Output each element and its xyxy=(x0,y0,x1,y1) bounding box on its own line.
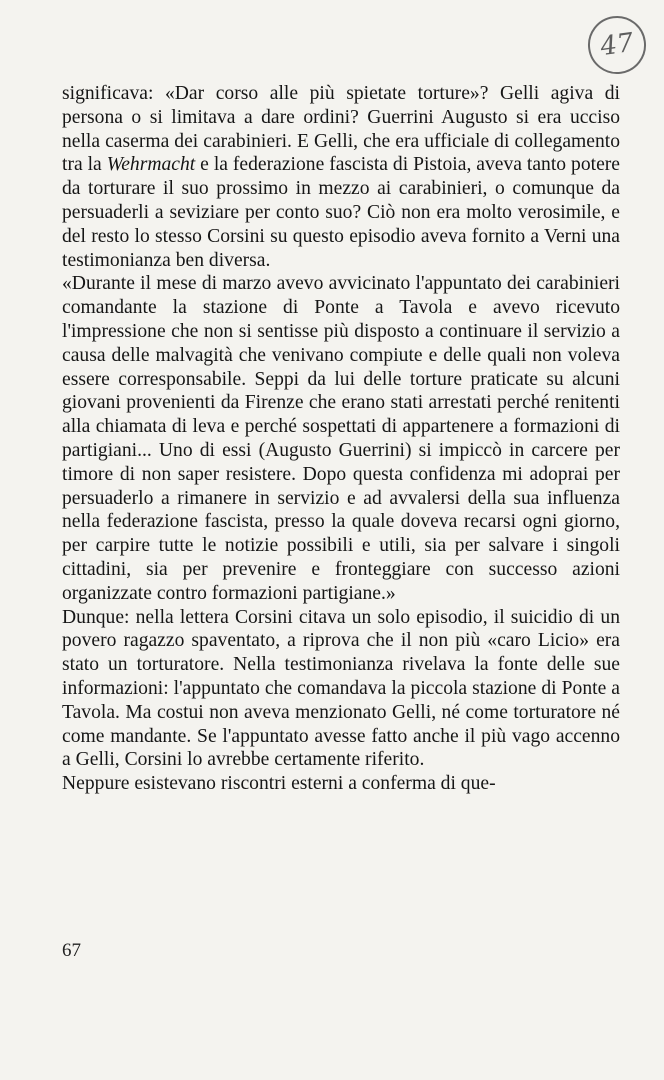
paragraph-1-end: e la federazione fascista di Pistoia, aveva tanto potere da torturare il suo prossimo in mezzo ai carabinieri, o comunque da persuaderli a seviziare per conto suo? Ciò non era molto verosimile, e del resto lo stesso Corsini su questo episodio aveva fornito a Verni una testimonianza ben diversa. xyxy=(62,154,620,271)
handwritten-page-mark: 47 xyxy=(584,12,650,78)
paragraph-4: Neppure esistevano riscontri esterni a conferma di que- xyxy=(62,773,496,795)
paragraph-1-start: significava: «Dar corso alle più spietate torture»? Gelli agiva di persona o si limitava a dare ordini? Guerrini Augusto si era ucciso nella caserma dei carabinieri. E Gelli, che era ufficiale di collegamento tra la xyxy=(62,83,620,176)
paragraph-2-quotation: «Durante il mese di marzo avevo avvicinato l'appuntato dei carabinieri comandante la stazione di Ponte a Tavola e avevo ricevuto l'impressione che non si sentisse più disposto a continuare il servizio a causa delle malvagità che venivano compiute e delle quali non voleva essere corresponsabile. Seppi da lui delle torture praticate su alcuni giovani provenienti da Firenze che erano stati arrestati perché renitenti alla chiamata di leva e perché sospettati di appartenere a formazioni di partigiani... Uno di essi (Augusto Guerrini) si impiccò in carcere per timore di non saper resistere. Dopo questa confidenza mi adoprai per persuaderlo a rimanere in servizio e ad avvalersi della sua influenza nella federazione fascista, presso la quale doveva recarsi ogni giorno, per carpire tutte le notizie possibili e utili, sia per salvare i singoli cittadini, sia per prevenire e fronteggiare con successo azioni organizzate contro formazioni partigiane.» xyxy=(62,273,620,604)
paragraph-1 xyxy=(62,82,620,272)
page-number: 67 xyxy=(62,940,81,961)
italic-term: Wehrmacht xyxy=(106,154,196,176)
body-text xyxy=(62,82,620,796)
paragraph-3: Dunque: nella lettera Corsini citava un solo episodio, il suicidio di un povero ragazzo spaventato, a riprova che il non più «caro Licio» era stato un torturatore. Nella testimonianza rivelava la fonte delle sue informazioni: l'appuntato che comandava la piccola stazione di Ponte a Tavola. Ma costui non aveva menzionato Gelli, né come torturatore né come mandante. Se l'appuntato avesse fatto anche il più vago accenno a Gelli, Corsini lo avrebbe certamente riferito. xyxy=(62,606,620,771)
